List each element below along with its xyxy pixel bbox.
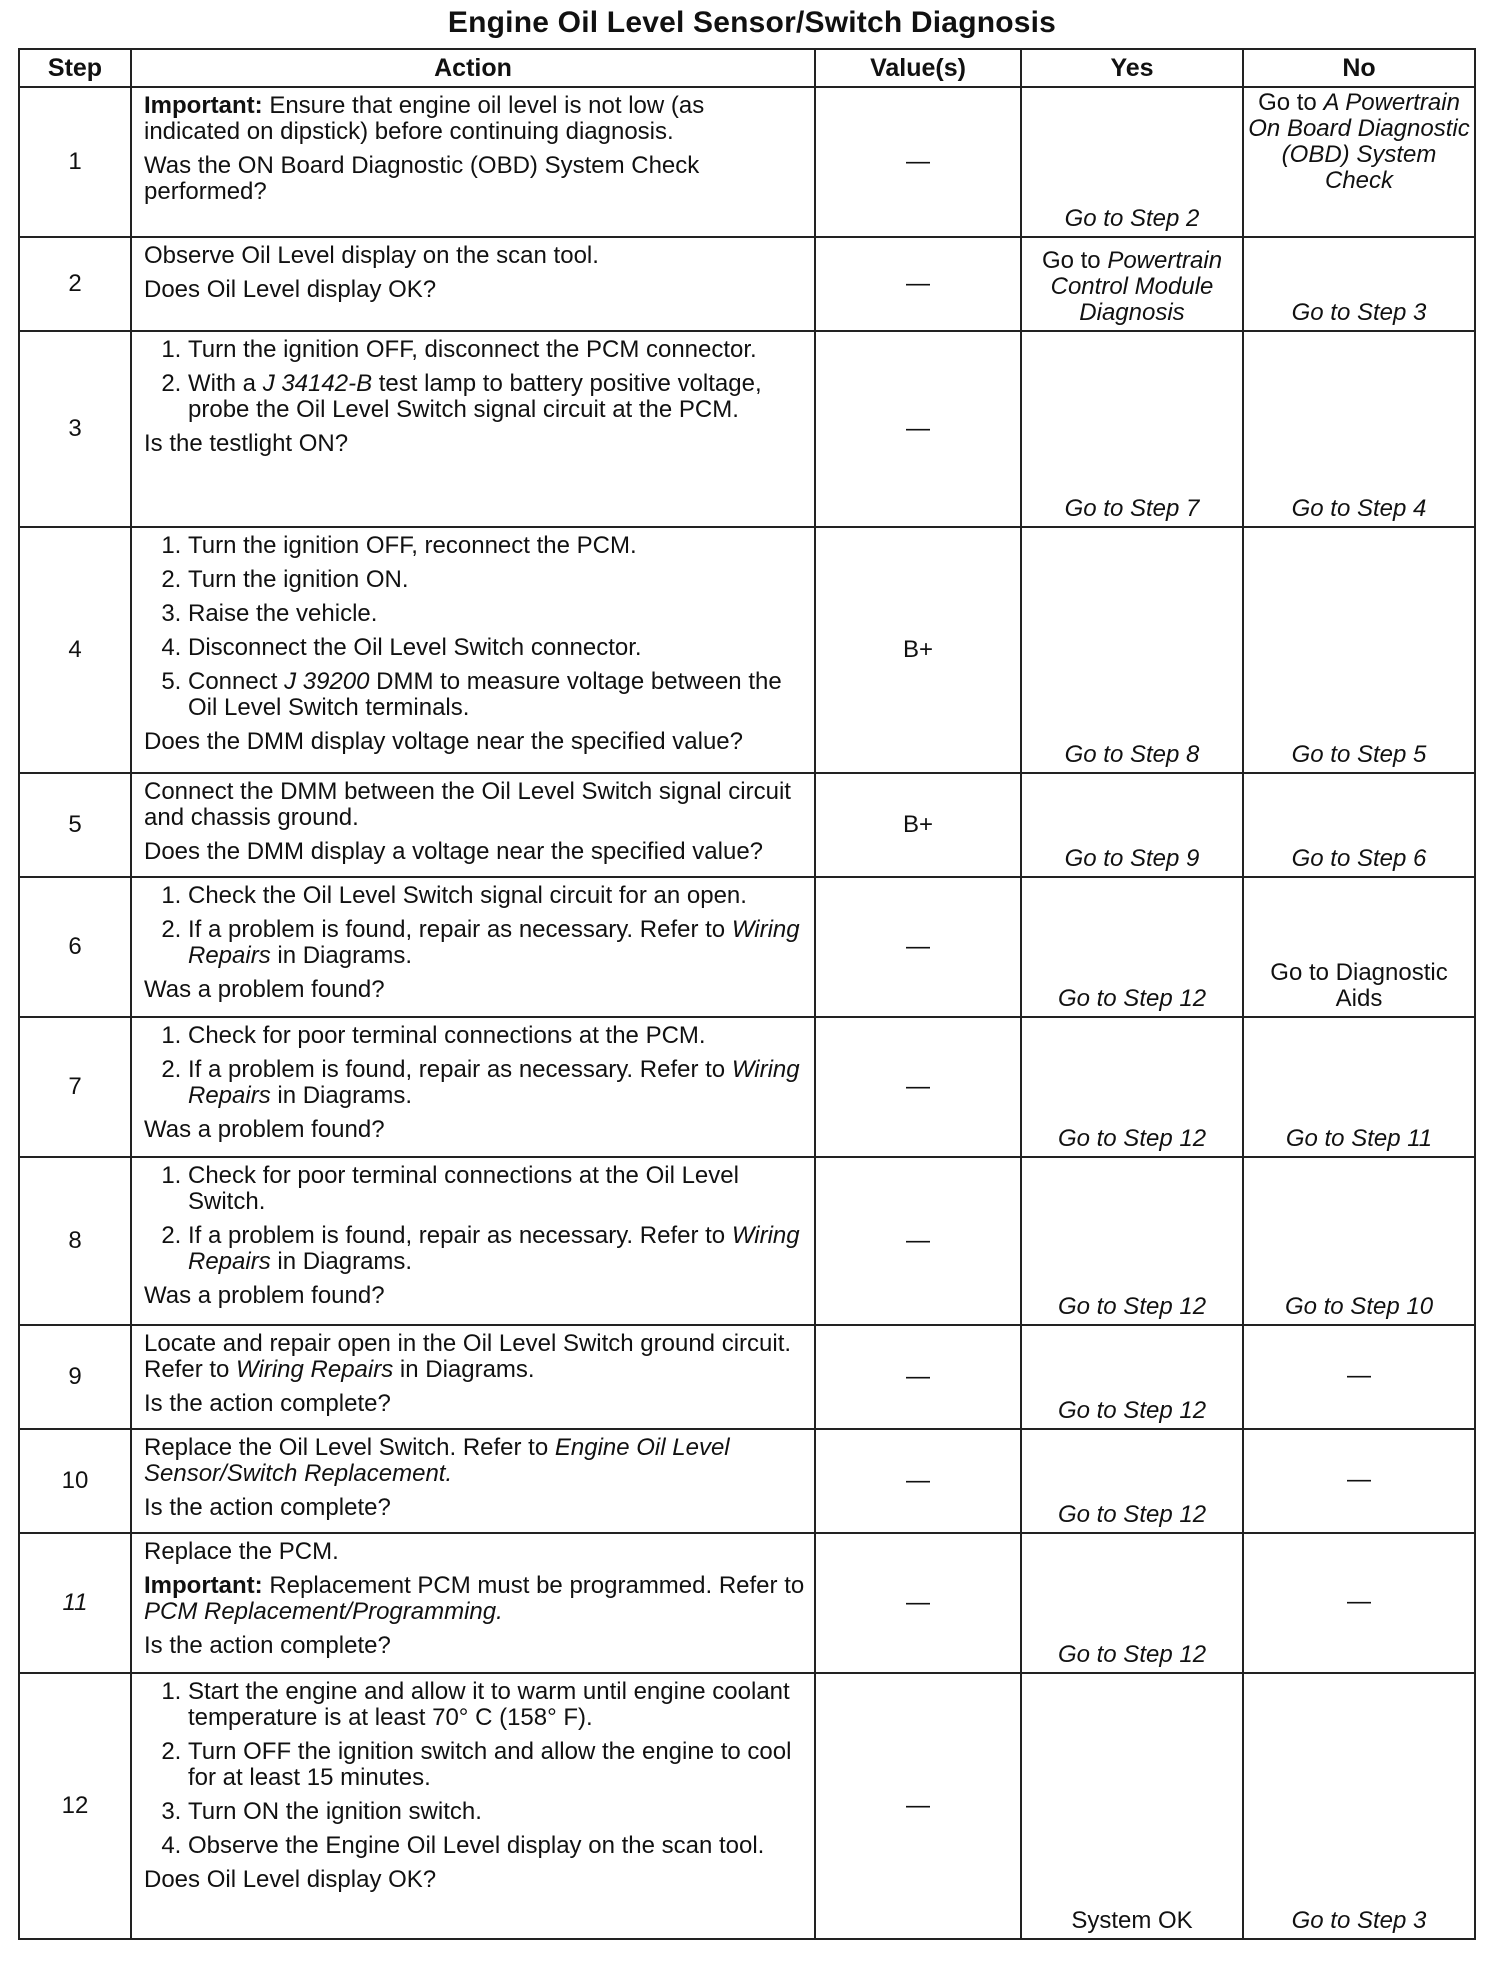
step-text: If a problem is found, repair as necessary. Refer to bbox=[188, 1056, 732, 1083]
step-text: Connect bbox=[188, 668, 285, 695]
reference-link[interactable]: Wiring Repairs bbox=[188, 1222, 800, 1275]
table-row bbox=[19, 1157, 1475, 1325]
step-text: If a problem is found, repair as necessary. Refer to bbox=[188, 916, 732, 943]
no-cell: — bbox=[1243, 1325, 1475, 1429]
action-cell bbox=[131, 1157, 815, 1325]
action-cell bbox=[131, 1017, 815, 1157]
important-label: Important: bbox=[144, 92, 263, 119]
step-number: 3 bbox=[19, 331, 131, 527]
yes-cell[interactable]: Go to Step 8 bbox=[1021, 527, 1243, 773]
value-cell: B+ bbox=[815, 527, 1021, 773]
no-cell[interactable]: Go to Step 10 bbox=[1243, 1157, 1475, 1325]
no-cell[interactable]: Go to Step 5 bbox=[1243, 527, 1475, 773]
step-number: 9 bbox=[19, 1325, 131, 1429]
table-row bbox=[19, 1429, 1475, 1533]
action-cell bbox=[131, 1429, 815, 1533]
action-steps bbox=[144, 533, 806, 721]
step-text: DMM to measure voltage between the Oil Level Switch terminals. bbox=[188, 668, 782, 721]
action-steps bbox=[144, 1023, 806, 1109]
yes-cell[interactable]: Go to Step 9 bbox=[1021, 773, 1243, 877]
value-cell: — bbox=[815, 237, 1021, 331]
reference-link[interactable]: Wiring Repairs bbox=[188, 1056, 800, 1109]
action-cell bbox=[131, 877, 815, 1017]
action-cell bbox=[131, 87, 815, 237]
reference-link[interactable]: PCM Replacement/Programming. bbox=[144, 1598, 503, 1625]
yes-link[interactable]: Powertrain Control Module Diagnosis bbox=[1050, 247, 1223, 326]
reference-link[interactable]: Engine Oil Level Sensor/Switch Replacement. bbox=[144, 1434, 730, 1487]
important-text: Replacement PCM must be programmed. Refer to bbox=[262, 1572, 805, 1599]
important-label: Important: bbox=[144, 1572, 263, 1599]
action-step: 4. Observe the Engine Oil Level display on the scan tool. bbox=[188, 1833, 806, 1859]
table-row bbox=[19, 331, 1475, 527]
step-number: 2 bbox=[19, 237, 131, 331]
action-question: Is the testlight ON? bbox=[144, 430, 349, 457]
no-cell: — bbox=[1243, 1533, 1475, 1673]
table-row bbox=[19, 773, 1475, 877]
header-step: Step bbox=[19, 49, 131, 87]
step-number: 6 bbox=[19, 877, 131, 1017]
action-step: 2. Turn OFF the ignition switch and allow the engine to cool for at least 15 minutes. bbox=[188, 1739, 806, 1791]
action-step: 1. Turn the ignition OFF, reconnect the PCM. bbox=[188, 533, 806, 559]
action-question: Does the DMM display a voltage near the specified value? bbox=[144, 838, 764, 865]
no-cell[interactable]: Go to Step 6 bbox=[1243, 773, 1475, 877]
important-note bbox=[144, 93, 806, 145]
action-text: Connect the DMM between the Oil Level Switch signal circuit and chassis ground. bbox=[144, 778, 791, 831]
action-question: Does Oil Level display OK? bbox=[144, 276, 437, 303]
action-text-part: in Diagrams. bbox=[393, 1356, 535, 1383]
action-step bbox=[188, 1057, 806, 1109]
yes-cell[interactable]: Go to Step 12 bbox=[1021, 1429, 1243, 1533]
table-row bbox=[19, 1673, 1475, 1939]
no-cell[interactable]: Go to Step 11 bbox=[1243, 1017, 1475, 1157]
action-cell bbox=[131, 527, 815, 773]
header-yes: Yes bbox=[1021, 49, 1243, 87]
value-cell: — bbox=[815, 1533, 1021, 1673]
value-cell: — bbox=[815, 1429, 1021, 1533]
value-cell: — bbox=[815, 1017, 1021, 1157]
value-cell: — bbox=[815, 1325, 1021, 1429]
action-question: Was a problem found? bbox=[144, 976, 385, 1003]
value-cell: — bbox=[815, 331, 1021, 527]
step-number: 11 bbox=[19, 1533, 131, 1673]
action-question: Is the action complete? bbox=[144, 1632, 391, 1659]
step-number: 8 bbox=[19, 1157, 131, 1325]
action-question: Does the DMM display voltage near the specified value? bbox=[144, 728, 743, 755]
value-cell: — bbox=[815, 87, 1021, 237]
yes-cell[interactable]: Go to Step 12 bbox=[1021, 1157, 1243, 1325]
yes-cell[interactable]: Go to Step 7 bbox=[1021, 331, 1243, 527]
action-step: 3. Raise the vehicle. bbox=[188, 601, 806, 627]
step-text: If a problem is found, repair as necessary. Refer to bbox=[188, 1222, 732, 1249]
no-cell[interactable] bbox=[1243, 87, 1475, 237]
header-values: Value(s) bbox=[815, 49, 1021, 87]
yes-cell[interactable]: Go to Step 12 bbox=[1021, 877, 1243, 1017]
step-number: 1 bbox=[19, 87, 131, 237]
action-question: Is the action complete? bbox=[144, 1390, 391, 1417]
reference-link[interactable]: Wiring Repairs bbox=[188, 916, 800, 969]
reference-link[interactable]: Wiring Repairs bbox=[236, 1356, 394, 1383]
table-row bbox=[19, 1533, 1475, 1673]
step-text: With a bbox=[188, 370, 263, 397]
no-cell[interactable]: Go to Step 4 bbox=[1243, 331, 1475, 527]
tool-name: J 34142-B bbox=[262, 370, 373, 397]
action-step: 1. Check for poor terminal connections at the PCM. bbox=[188, 1023, 806, 1049]
yes-prefix: Go to bbox=[1041, 247, 1108, 274]
action-step bbox=[188, 917, 806, 969]
action-steps bbox=[144, 337, 806, 423]
action-text bbox=[144, 1435, 806, 1487]
yes-cell[interactable]: System OK bbox=[1021, 1673, 1243, 1939]
important-note bbox=[144, 1573, 806, 1625]
action-cell bbox=[131, 237, 815, 331]
diagnosis-table bbox=[18, 48, 1476, 1940]
step-number: 4 bbox=[19, 527, 131, 773]
action-step: 1. Check for poor terminal connections at the Oil Level Switch. bbox=[188, 1163, 806, 1215]
table-row bbox=[19, 1017, 1475, 1157]
no-cell[interactable]: Go to Step 3 bbox=[1243, 237, 1475, 331]
step-number: 7 bbox=[19, 1017, 131, 1157]
action-step bbox=[188, 669, 806, 721]
yes-cell[interactable] bbox=[1021, 237, 1243, 331]
action-steps bbox=[144, 883, 806, 969]
step-number: 5 bbox=[19, 773, 131, 877]
action-step: 1. Check the Oil Level Switch signal circuit for an open. bbox=[188, 883, 806, 909]
action-question: Was a problem found? bbox=[144, 1282, 385, 1309]
action-step: 1. Start the engine and allow it to warm until engine coolant temperature is at least 70° C (158° F). bbox=[188, 1679, 806, 1731]
action-cell bbox=[131, 1325, 815, 1429]
action-step bbox=[188, 1223, 806, 1275]
value-cell: — bbox=[815, 1673, 1021, 1939]
action-text-part: Locate and repair open in the Oil Level Switch ground circuit. Refer to bbox=[144, 1330, 792, 1383]
step-text: test lamp to battery positive voltage, probe the Oil Level Switch signal circuit at the PCM. bbox=[188, 370, 762, 423]
table-row bbox=[19, 237, 1475, 331]
table-row bbox=[19, 1325, 1475, 1429]
action-step: 3. Turn ON the ignition switch. bbox=[188, 1799, 806, 1825]
action-question: Was the ON Board Diagnostic (OBD) System Check performed? bbox=[144, 152, 700, 205]
yes-cell[interactable]: Go to Step 2 bbox=[1021, 87, 1243, 237]
page-title: Engine Oil Level Sensor/Switch Diagnosis bbox=[447, 6, 1057, 39]
header-no: No bbox=[1243, 49, 1475, 87]
step-text: in Diagrams. bbox=[270, 1082, 413, 1109]
no-prefix: Go to bbox=[1258, 89, 1324, 116]
action-cell bbox=[131, 331, 815, 527]
value-cell: — bbox=[815, 877, 1021, 1017]
value-cell: — bbox=[815, 1157, 1021, 1325]
action-text: Replace the PCM. bbox=[144, 1538, 339, 1565]
table-row bbox=[19, 87, 1475, 237]
action-step bbox=[188, 371, 806, 423]
important-text: Ensure that engine oil level is not low (as indicated on dipstick) before continuing diagnosis. bbox=[144, 92, 705, 145]
value-cell: B+ bbox=[815, 773, 1021, 877]
yes-cell[interactable]: Go to Step 12 bbox=[1021, 1533, 1243, 1673]
action-cell bbox=[131, 773, 815, 877]
no-cell[interactable]: Go to Step 3 bbox=[1243, 1673, 1475, 1939]
action-steps bbox=[144, 1163, 806, 1275]
action-step: 4. Disconnect the Oil Level Switch connector. bbox=[188, 635, 806, 661]
step-number: 12 bbox=[19, 1673, 131, 1939]
table-row bbox=[19, 527, 1475, 773]
action-cell bbox=[131, 1533, 815, 1673]
action-question: Was a problem found? bbox=[144, 1116, 385, 1143]
header-row bbox=[19, 49, 1475, 87]
action-question: Is the action complete? bbox=[144, 1494, 391, 1521]
action-steps bbox=[144, 1679, 806, 1859]
step-text: in Diagrams. bbox=[270, 942, 413, 969]
header-action: Action bbox=[131, 49, 815, 87]
tool-name: J 39200 bbox=[284, 668, 370, 695]
step-number: 10 bbox=[19, 1429, 131, 1533]
action-text: Observe Oil Level display on the scan tool. bbox=[144, 242, 599, 269]
step-text: in Diagrams. bbox=[270, 1248, 413, 1275]
action-text-part: Replace the Oil Level Switch. Refer to bbox=[144, 1434, 555, 1461]
no-cell[interactable]: Go to Diagnostic Aids bbox=[1243, 877, 1475, 1017]
action-text bbox=[144, 1331, 806, 1383]
action-cell bbox=[131, 1673, 815, 1939]
yes-cell[interactable]: Go to Step 12 bbox=[1021, 1017, 1243, 1157]
action-step: 1. Turn the ignition OFF, disconnect the PCM connector. bbox=[188, 337, 806, 363]
action-question: Does Oil Level display OK? bbox=[144, 1866, 437, 1893]
table-row bbox=[19, 877, 1475, 1017]
yes-cell[interactable]: Go to Step 12 bbox=[1021, 1325, 1243, 1429]
action-step: 2. Turn the ignition ON. bbox=[188, 567, 806, 593]
no-link[interactable]: A Powertrain On Board Diagnostic (OBD) System Check bbox=[1248, 89, 1470, 194]
no-cell: — bbox=[1243, 1429, 1475, 1533]
